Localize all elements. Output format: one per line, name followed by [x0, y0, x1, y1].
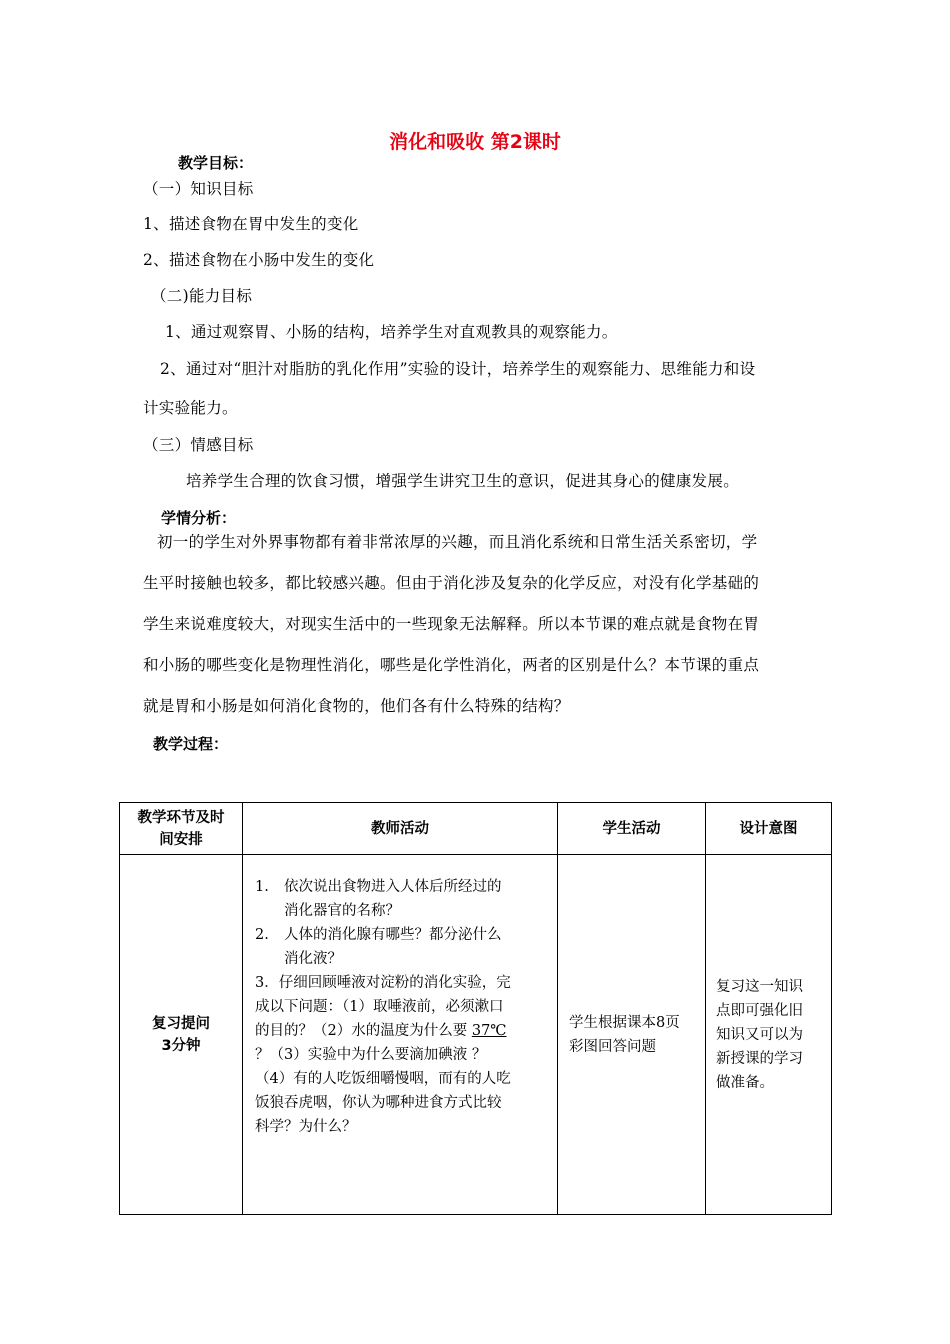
q3-line-6: 饭狼吞虎咽，你认为哪种进食方式比较	[255, 1095, 502, 1111]
row-teacher-activity	[243, 855, 558, 1215]
analysis-line-5: 就是胃和小肠是如何消化食物的，他们各有什么特殊的结构？	[143, 697, 570, 715]
header-stage-line-1: 教学环节及时	[137, 809, 225, 826]
ability-item-2-line-1: 2、通过对“胆汁对脂肪的乳化作用”实验的设计，培养学生的观察能力、思维能力和设	[160, 360, 756, 378]
objectives-heading: 教学目标：	[178, 154, 254, 172]
water-temperature: 37℃	[471, 1023, 507, 1039]
q3-line-3	[255, 1019, 557, 1043]
analysis-heading: 学情分析：	[161, 509, 237, 527]
student-activity-line-2: 彩图回答问题	[569, 1038, 656, 1055]
row-stage-line-2: 3分钟	[161, 1037, 201, 1054]
design-intent-line-2: 点即可强化旧	[716, 1002, 803, 1019]
emotion-item-1: 培养学生合理的饮食习惯，增强学生讲究卫生的意识，促进其身心的健康发展。	[186, 472, 740, 490]
ability-item-1: 1、通过观察胃、小肠的结构，培养学生对直观教具的观察能力。	[165, 323, 618, 341]
design-intent-line-3: 知识又可以为	[716, 1026, 803, 1043]
q3-line-3-text: 的目的？（2）水的温度为什么要	[255, 1023, 468, 1039]
q1-number: 1.	[255, 879, 269, 895]
emotion-heading: （三）情感目标	[143, 436, 254, 454]
knowledge-heading: （一）知识目标	[143, 180, 254, 198]
header-stage-line-2: 间安排	[159, 831, 203, 848]
analysis-line-4: 和小肠的哪些变化是物理性消化，哪些是化学性消化，两者的区别是什么？本节课的重点	[143, 656, 760, 674]
knowledge-item-2: 2、描述食物在小肠中发生的变化	[143, 251, 375, 269]
header-student-activity: 学生活动	[558, 803, 706, 855]
q3-line-1: 3．仔细回顾唾液对淀粉的消化实验，完	[255, 975, 511, 991]
lesson-plan-table	[119, 802, 832, 1215]
analysis-line-1: 初一的学生对外界事物都有着非常浓厚的兴趣，而且消化系统和日常生活关系密切，学	[157, 533, 758, 551]
process-heading: 教学过程：	[153, 735, 229, 753]
row-student-activity	[558, 855, 706, 1215]
document-title: 消化和吸收 第2课时	[389, 131, 561, 153]
header-design-intent: 设计意图	[706, 803, 832, 855]
design-intent-line-1: 复习这一知识	[716, 978, 803, 995]
q1-line-2: 消化器官的名称？	[284, 903, 400, 919]
q2-line-1: 人体的消化腺有哪些？都分泌什么	[284, 927, 502, 943]
design-intent-line-5: 做准备。	[716, 1074, 774, 1091]
q2-number: 2.	[255, 927, 269, 943]
row-design-intent	[706, 855, 832, 1215]
q2-line-2: 消化液？	[284, 951, 342, 967]
header-stage	[120, 803, 243, 855]
row-stage-line-1: 复习提问	[152, 1015, 210, 1032]
table-row	[120, 855, 832, 1215]
ability-item-2-line-2: 计实验能力。	[143, 399, 238, 417]
knowledge-item-1: 1、描述食物在胃中发生的变化	[143, 215, 359, 233]
q3-line-4: ？（3）实验中为什么要滴加碘液 ？	[255, 1047, 487, 1063]
analysis-line-2: 生平时接触也较多，都比较感兴趣。但由于消化涉及复杂的化学反应，对没有化学基础的	[143, 574, 760, 592]
q3-line-7: 科学？为什么？	[255, 1119, 357, 1135]
ability-heading: （二)能力目标	[151, 287, 253, 305]
student-activity-line-1: 学生根据课本8页	[569, 1014, 680, 1031]
header-teacher-activity: 教师活动	[243, 803, 558, 855]
table-header-row	[120, 803, 832, 855]
row-stage	[120, 855, 243, 1215]
analysis-line-3: 学生来说难度较大，对现实生活中的一些现象无法解释。所以本节课的难点就是食物在胃	[143, 615, 760, 633]
q1-line-1: 依次说出食物进入人体后所经过的	[284, 879, 502, 895]
q3-line-2: 成以下问题：（1）取唾液前，必须漱口	[255, 999, 504, 1015]
q3-line-5: （4）有的人吃饭细嚼慢咽，而有的人吃	[255, 1071, 511, 1087]
design-intent-line-4: 新授课的学习	[716, 1050, 803, 1067]
